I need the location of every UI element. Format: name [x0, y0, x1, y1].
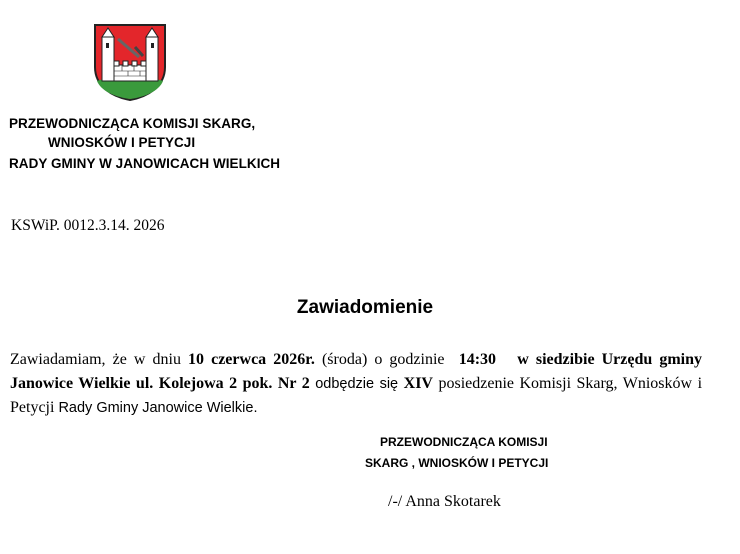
left-tower: [102, 28, 114, 81]
meeting-date: 10 czerwca 2026r.: [188, 351, 315, 368]
document-title: Zawiadomienie: [296, 297, 434, 318]
signature-title-1: PRZEWODNICZĄCA KOMISJI: [380, 435, 548, 449]
body-part-4: odbędzie się: [315, 375, 404, 392]
session-number: XIV: [403, 374, 433, 392]
meeting-time: 14:30: [458, 351, 497, 368]
header-line-2: WNIOSKÓW I PETYCJI: [48, 135, 196, 150]
body-part-3: w siedzibie Urzędu gminy Janowice Wielkie ul. Kolejowa 2 pok. Nr 2: [10, 351, 703, 392]
body-part-6: Rady Gminy Janowice Wielkie.: [58, 400, 258, 416]
body-part-2: (środa) o godzinie: [314, 351, 452, 368]
coat-of-arms-icon: [93, 23, 167, 101]
header-line-3: RADY GMINY W JANOWICACH WIELKICH: [9, 156, 281, 171]
body-part-1: Zawiadamiam, że w dniu: [10, 351, 189, 368]
reference-number: KSWiP. 0012.3.14. 2026: [11, 217, 165, 234]
right-tower: [146, 28, 158, 81]
notice-body: [10, 348, 702, 421]
signature-title-2: SKARG , WNIOSKÓW I PETYCJI: [365, 456, 549, 470]
body-part-5: posiedzenie Komisji Skarg, Wniosków i Petycji: [10, 374, 703, 416]
header-line-1: PRZEWODNICZĄCA KOMISJI SKARG,: [9, 116, 256, 131]
signature-name: /-/ Anna Skotarek: [388, 493, 501, 510]
